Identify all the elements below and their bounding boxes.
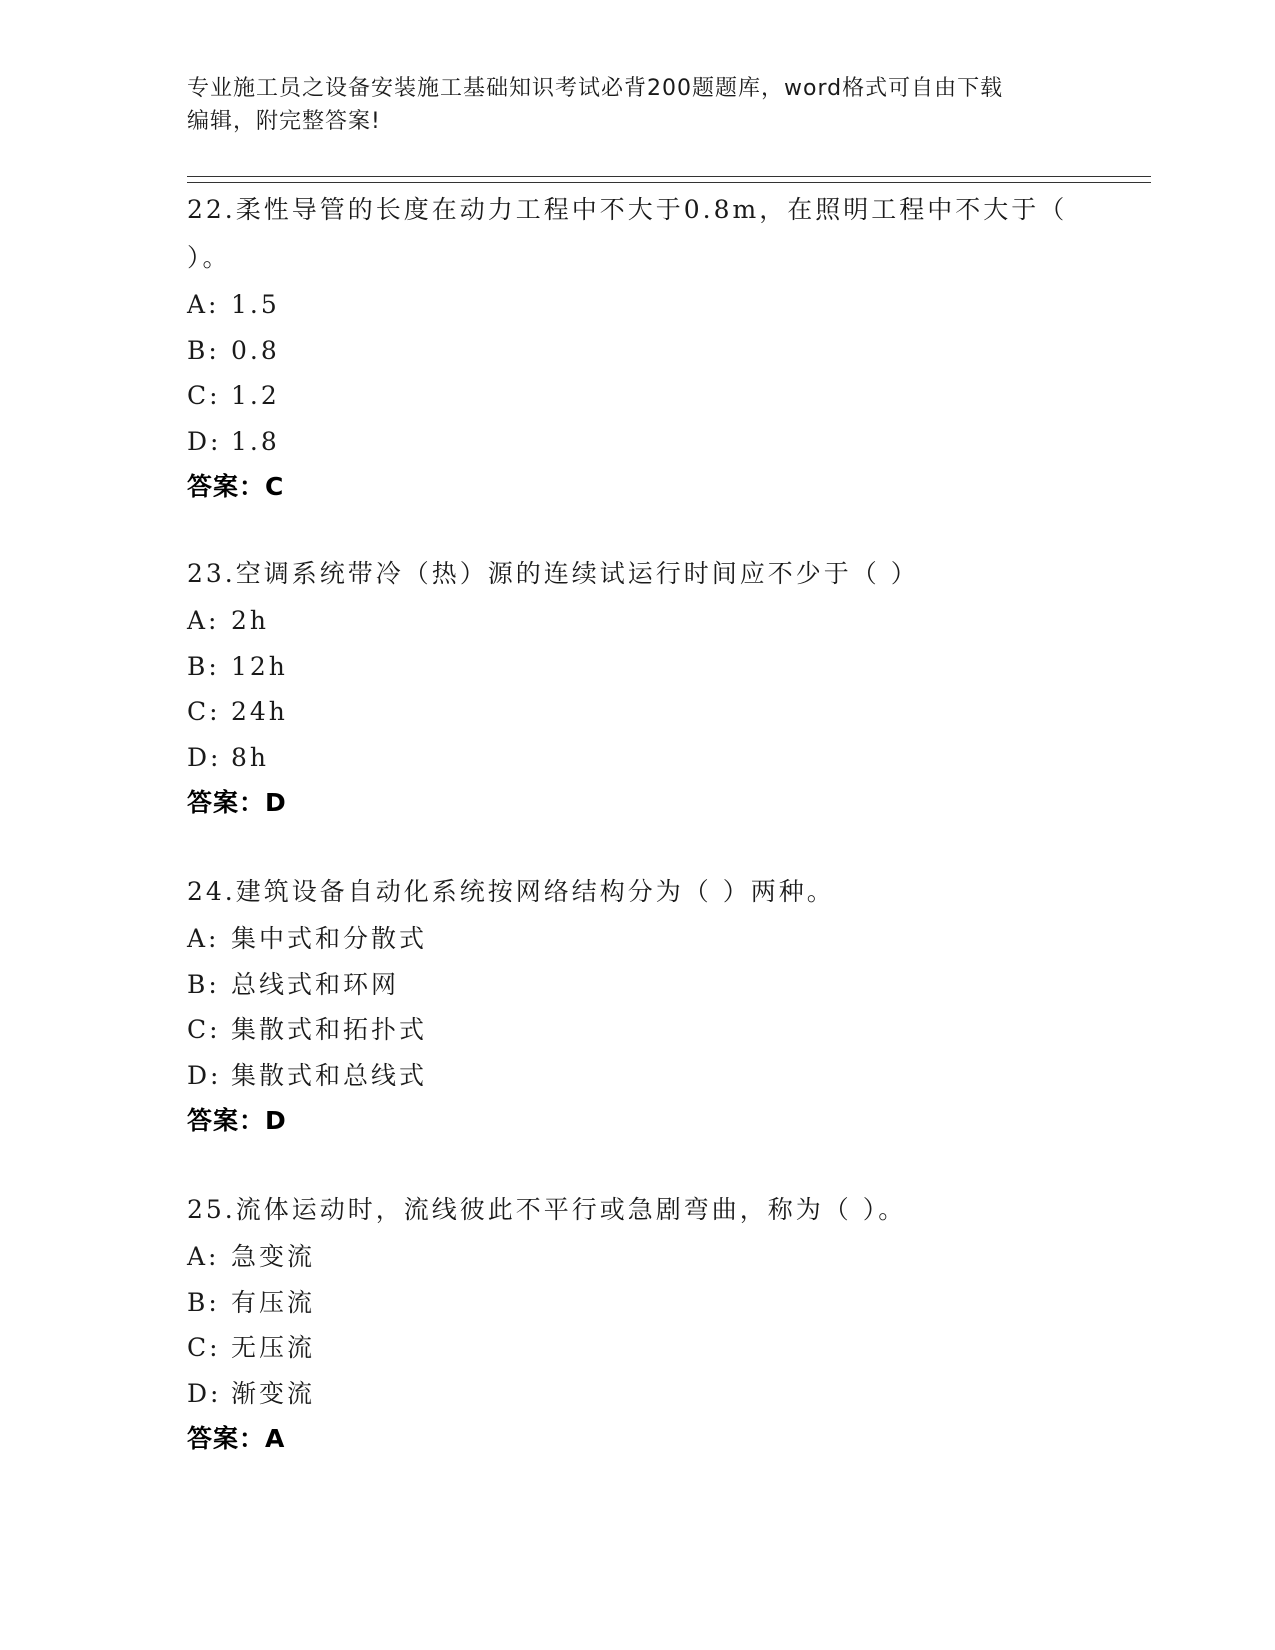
answer-line: 答案：C (187, 472, 285, 501)
option-key: B: (187, 1287, 220, 1317)
option-d (187, 1053, 1087, 1099)
question-24 (187, 868, 1087, 1143)
option-key: C: (187, 1015, 221, 1044)
option-key: D: (187, 1378, 222, 1408)
option-text: 1.5 (231, 290, 280, 319)
option-a (187, 916, 1087, 962)
option-text: 24h (231, 697, 288, 726)
option-d (187, 735, 1087, 781)
option-b (187, 644, 1087, 690)
option-text: 无压流 (231, 1333, 316, 1362)
question-stem-continued: ）。 (187, 243, 231, 272)
header-line-1: 专业施工员之设备安装施工基础知识考试必背200题题库，word格式可自由下载 (187, 76, 1004, 101)
option-c (187, 373, 1087, 419)
option-key: B: (187, 335, 220, 365)
option-text: 12h (231, 651, 288, 681)
question-stem: 22.柔性导管的长度在动力工程中不大于0.8m，在照明工程中不大于（ (187, 195, 1068, 224)
question-stem: 24.建筑设备自动化系统按网络结构分为（ ）两种。 (187, 877, 835, 906)
option-key: C: (187, 381, 221, 410)
question-23 (187, 550, 1087, 825)
question-25 (187, 1186, 1087, 1461)
option-text: 总线式和环网 (231, 969, 400, 999)
option-key: A: (187, 290, 220, 319)
question-stem: 25.流体运动时，流线彼此不平行或急剧弯曲，称为（ ）。 (187, 1195, 907, 1224)
question-22 (187, 186, 1087, 509)
option-a (187, 282, 1087, 328)
option-a (187, 1234, 1087, 1280)
option-key: D: (187, 1060, 222, 1090)
option-key: C: (187, 697, 221, 726)
option-text: 集散式和拓扑式 (231, 1015, 428, 1044)
option-text: 0.8 (231, 335, 280, 365)
option-text: 有压流 (231, 1287, 316, 1317)
question-stem: 23.空调系统带冷（热）源的连续试运行时间应不少于（ ） (187, 559, 919, 588)
option-b (187, 1280, 1087, 1326)
option-key: A: (187, 1242, 220, 1271)
option-c (187, 1007, 1087, 1053)
option-key: A: (187, 924, 220, 953)
option-key: B: (187, 969, 220, 999)
option-c (187, 1325, 1087, 1371)
option-a (187, 598, 1087, 644)
option-key: B: (187, 651, 220, 681)
option-b (187, 962, 1087, 1008)
option-text: 急变流 (231, 1242, 316, 1271)
option-text: 1.2 (231, 381, 280, 410)
header-line-2: 编辑，附完整答案! (187, 109, 381, 134)
option-text: 8h (231, 742, 270, 772)
header-divider-bottom (187, 182, 1151, 183)
answer-line: 答案：D (187, 788, 287, 817)
answer-line: 答案：D (187, 1106, 287, 1135)
answer-line: 答案：A (187, 1424, 286, 1453)
option-text: 2h (231, 606, 270, 635)
header-divider-top (187, 176, 1151, 177)
document-header (187, 72, 1067, 138)
option-text: 1.8 (231, 426, 280, 456)
option-text: 渐变流 (231, 1378, 316, 1408)
option-d (187, 1371, 1087, 1417)
option-d (187, 419, 1087, 465)
option-c (187, 689, 1087, 735)
option-key: A: (187, 606, 220, 635)
option-b (187, 328, 1087, 374)
option-key: C: (187, 1333, 221, 1362)
option-text: 集中式和分散式 (231, 924, 428, 953)
option-key: D: (187, 426, 222, 456)
option-key: D: (187, 742, 222, 772)
option-text: 集散式和总线式 (231, 1060, 428, 1090)
